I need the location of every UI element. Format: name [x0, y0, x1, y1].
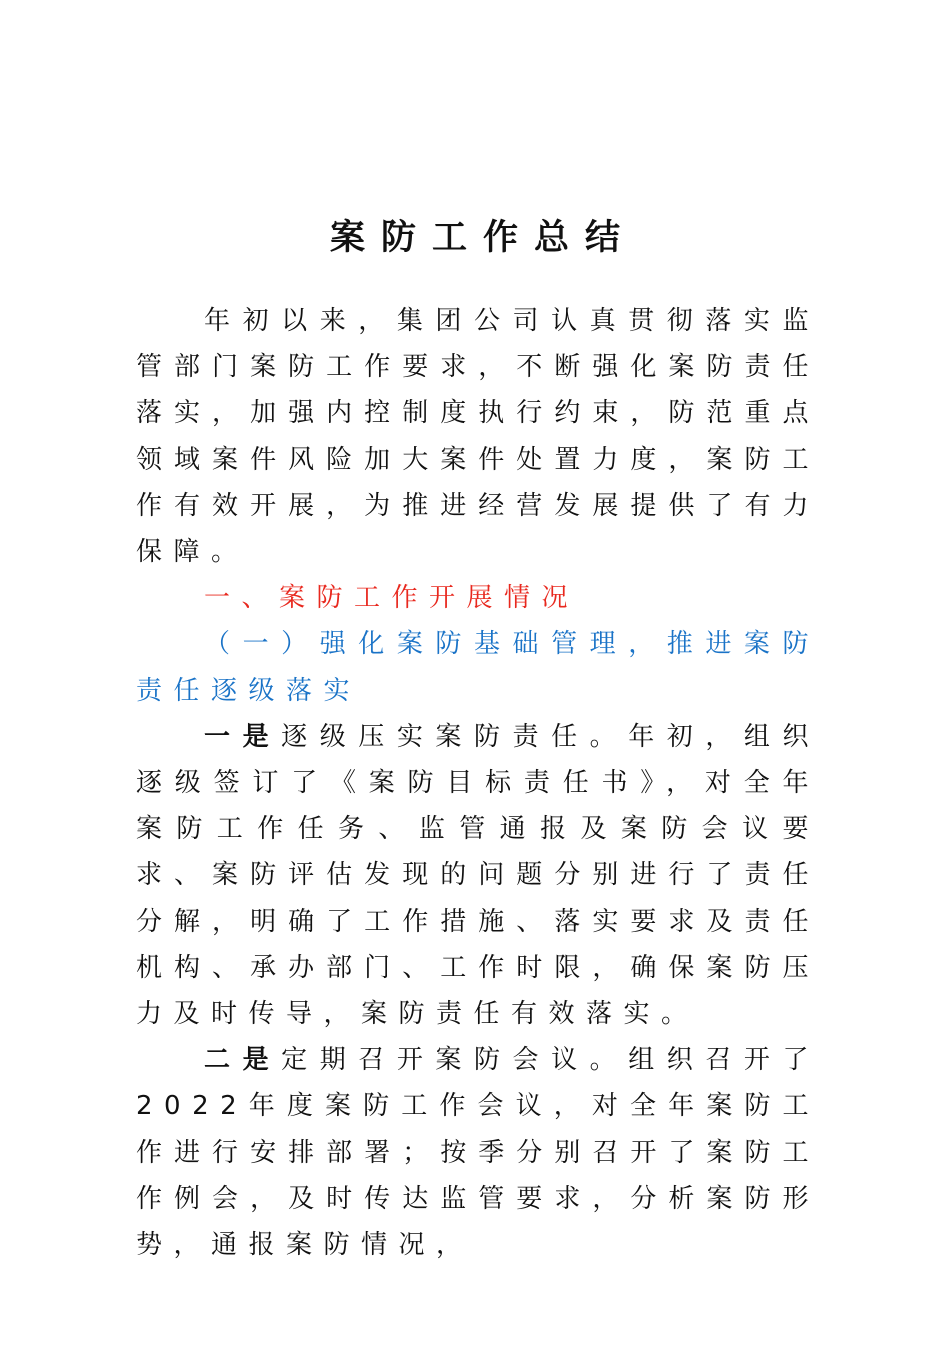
point-one-paragraph [136, 714, 820, 1037]
intro-paragraph: 年初以来，集团公司认真贯彻落实监管部门案防工作要求，不断强化案防责任落实，加强内控制度执行约束，防范重点领域案件风险加大案件处置力度，案防工作有效开展，为推进经营发展提供了有力保障。 [136, 306, 820, 568]
point-two-lead: 二是 [204, 1045, 282, 1076]
section-heading: 一、案防工作开展情况 [204, 583, 580, 614]
document-title: 案防工作总结 [329, 218, 636, 258]
point-one-text: 逐级压实案防责任。年初，组织逐级签订了《案防目标责任书》，对全年案防工作任务、监管通报及案防会议要求、案防评估发现的问题分别进行了责任分解，明确了工作措施、落实要求及责任机构、承办部门、工作时限，确保案防压力及时传导，案防责任有效落实。 [136, 721, 820, 1030]
point-two-text: 定期召开案防会议。组织召开了2022年度案防工作会议，对全年案防工作进行安排部署；按季分别召开了案防工作例会，及时传达监管要求，分析案防形势，通报案防情况， [136, 1045, 820, 1261]
subsection-heading: （一）强化案防基础管理，推进案防责任逐级落实 [136, 629, 820, 706]
point-two-paragraph [136, 1037, 820, 1268]
point-one-lead: 一是 [204, 721, 282, 752]
document-body [136, 298, 820, 1268]
